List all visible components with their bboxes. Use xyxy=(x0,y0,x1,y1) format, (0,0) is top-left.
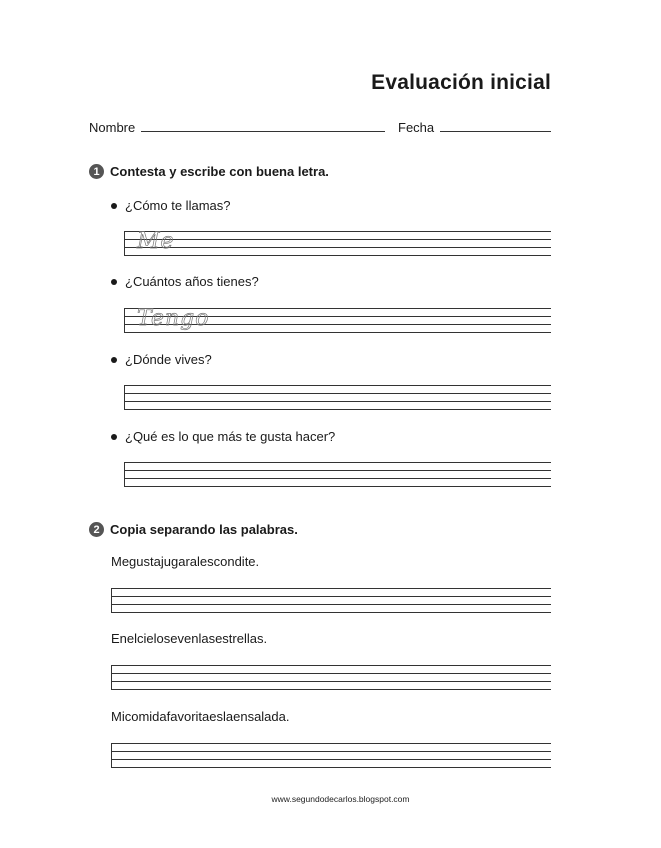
question-4-text: ¿Qué es lo que más te gusta hacer? xyxy=(125,429,336,444)
question-2 xyxy=(111,274,259,289)
guide-line xyxy=(112,751,551,752)
question-1-text: ¿Cómo te llamas? xyxy=(125,198,231,213)
copy-sentence-3: Micomidafavoritaeslaensalada. xyxy=(111,709,290,724)
answer-lines-4[interactable] xyxy=(124,462,551,487)
section-1-number-badge: 1 xyxy=(89,164,104,179)
footer-url: www.segundodecarlos.blogspot.com xyxy=(271,794,410,804)
guide-line xyxy=(125,247,551,248)
guide-line xyxy=(125,239,551,240)
question-3 xyxy=(111,352,212,367)
copy-sentence-1: Megustajugaralescondite. xyxy=(111,554,260,569)
trace-text-2: Tengo xyxy=(137,306,210,331)
copy-lines-1[interactable] xyxy=(111,588,551,613)
page-title: Evaluación inicial xyxy=(371,71,551,94)
section-1-heading xyxy=(89,164,329,179)
guide-line xyxy=(125,470,551,471)
question-2-text: ¿Cuántos años tienes? xyxy=(125,274,259,289)
guide-line xyxy=(112,596,551,597)
guide-line xyxy=(112,681,551,682)
date-label: Fecha xyxy=(398,120,435,135)
trace-text-1: Me xyxy=(137,229,175,254)
guide-line xyxy=(125,393,551,394)
name-write-line[interactable] xyxy=(141,131,385,132)
guide-line xyxy=(125,401,551,402)
bullet-icon xyxy=(111,279,117,285)
bullet-icon xyxy=(111,434,117,440)
answer-lines-3[interactable] xyxy=(124,385,551,410)
answer-lines-2[interactable] xyxy=(124,308,551,333)
question-1 xyxy=(111,198,230,213)
guide-line xyxy=(112,759,551,760)
name-label: Nombre xyxy=(89,120,136,135)
guide-line xyxy=(112,604,551,605)
date-write-line[interactable] xyxy=(440,131,551,132)
copy-lines-3[interactable] xyxy=(111,743,551,768)
answer-lines-1[interactable] xyxy=(124,231,551,256)
bullet-icon xyxy=(111,357,117,363)
copy-sentence-2: Enelcieloseven​lasestrellas. xyxy=(111,631,268,646)
section-1-instruction: Contesta y escribe con buena letra. xyxy=(110,164,329,179)
bullet-icon xyxy=(111,203,117,209)
guide-line xyxy=(125,478,551,479)
guide-line xyxy=(112,673,551,674)
section-2-instruction: Copia separando las palabras. xyxy=(110,522,298,537)
copy-lines-2[interactable] xyxy=(111,665,551,690)
question-3-text: ¿Dónde vives? xyxy=(125,352,212,367)
section-2-number-badge: 2 xyxy=(89,522,104,537)
section-2-heading xyxy=(89,522,298,537)
question-4 xyxy=(111,429,335,444)
